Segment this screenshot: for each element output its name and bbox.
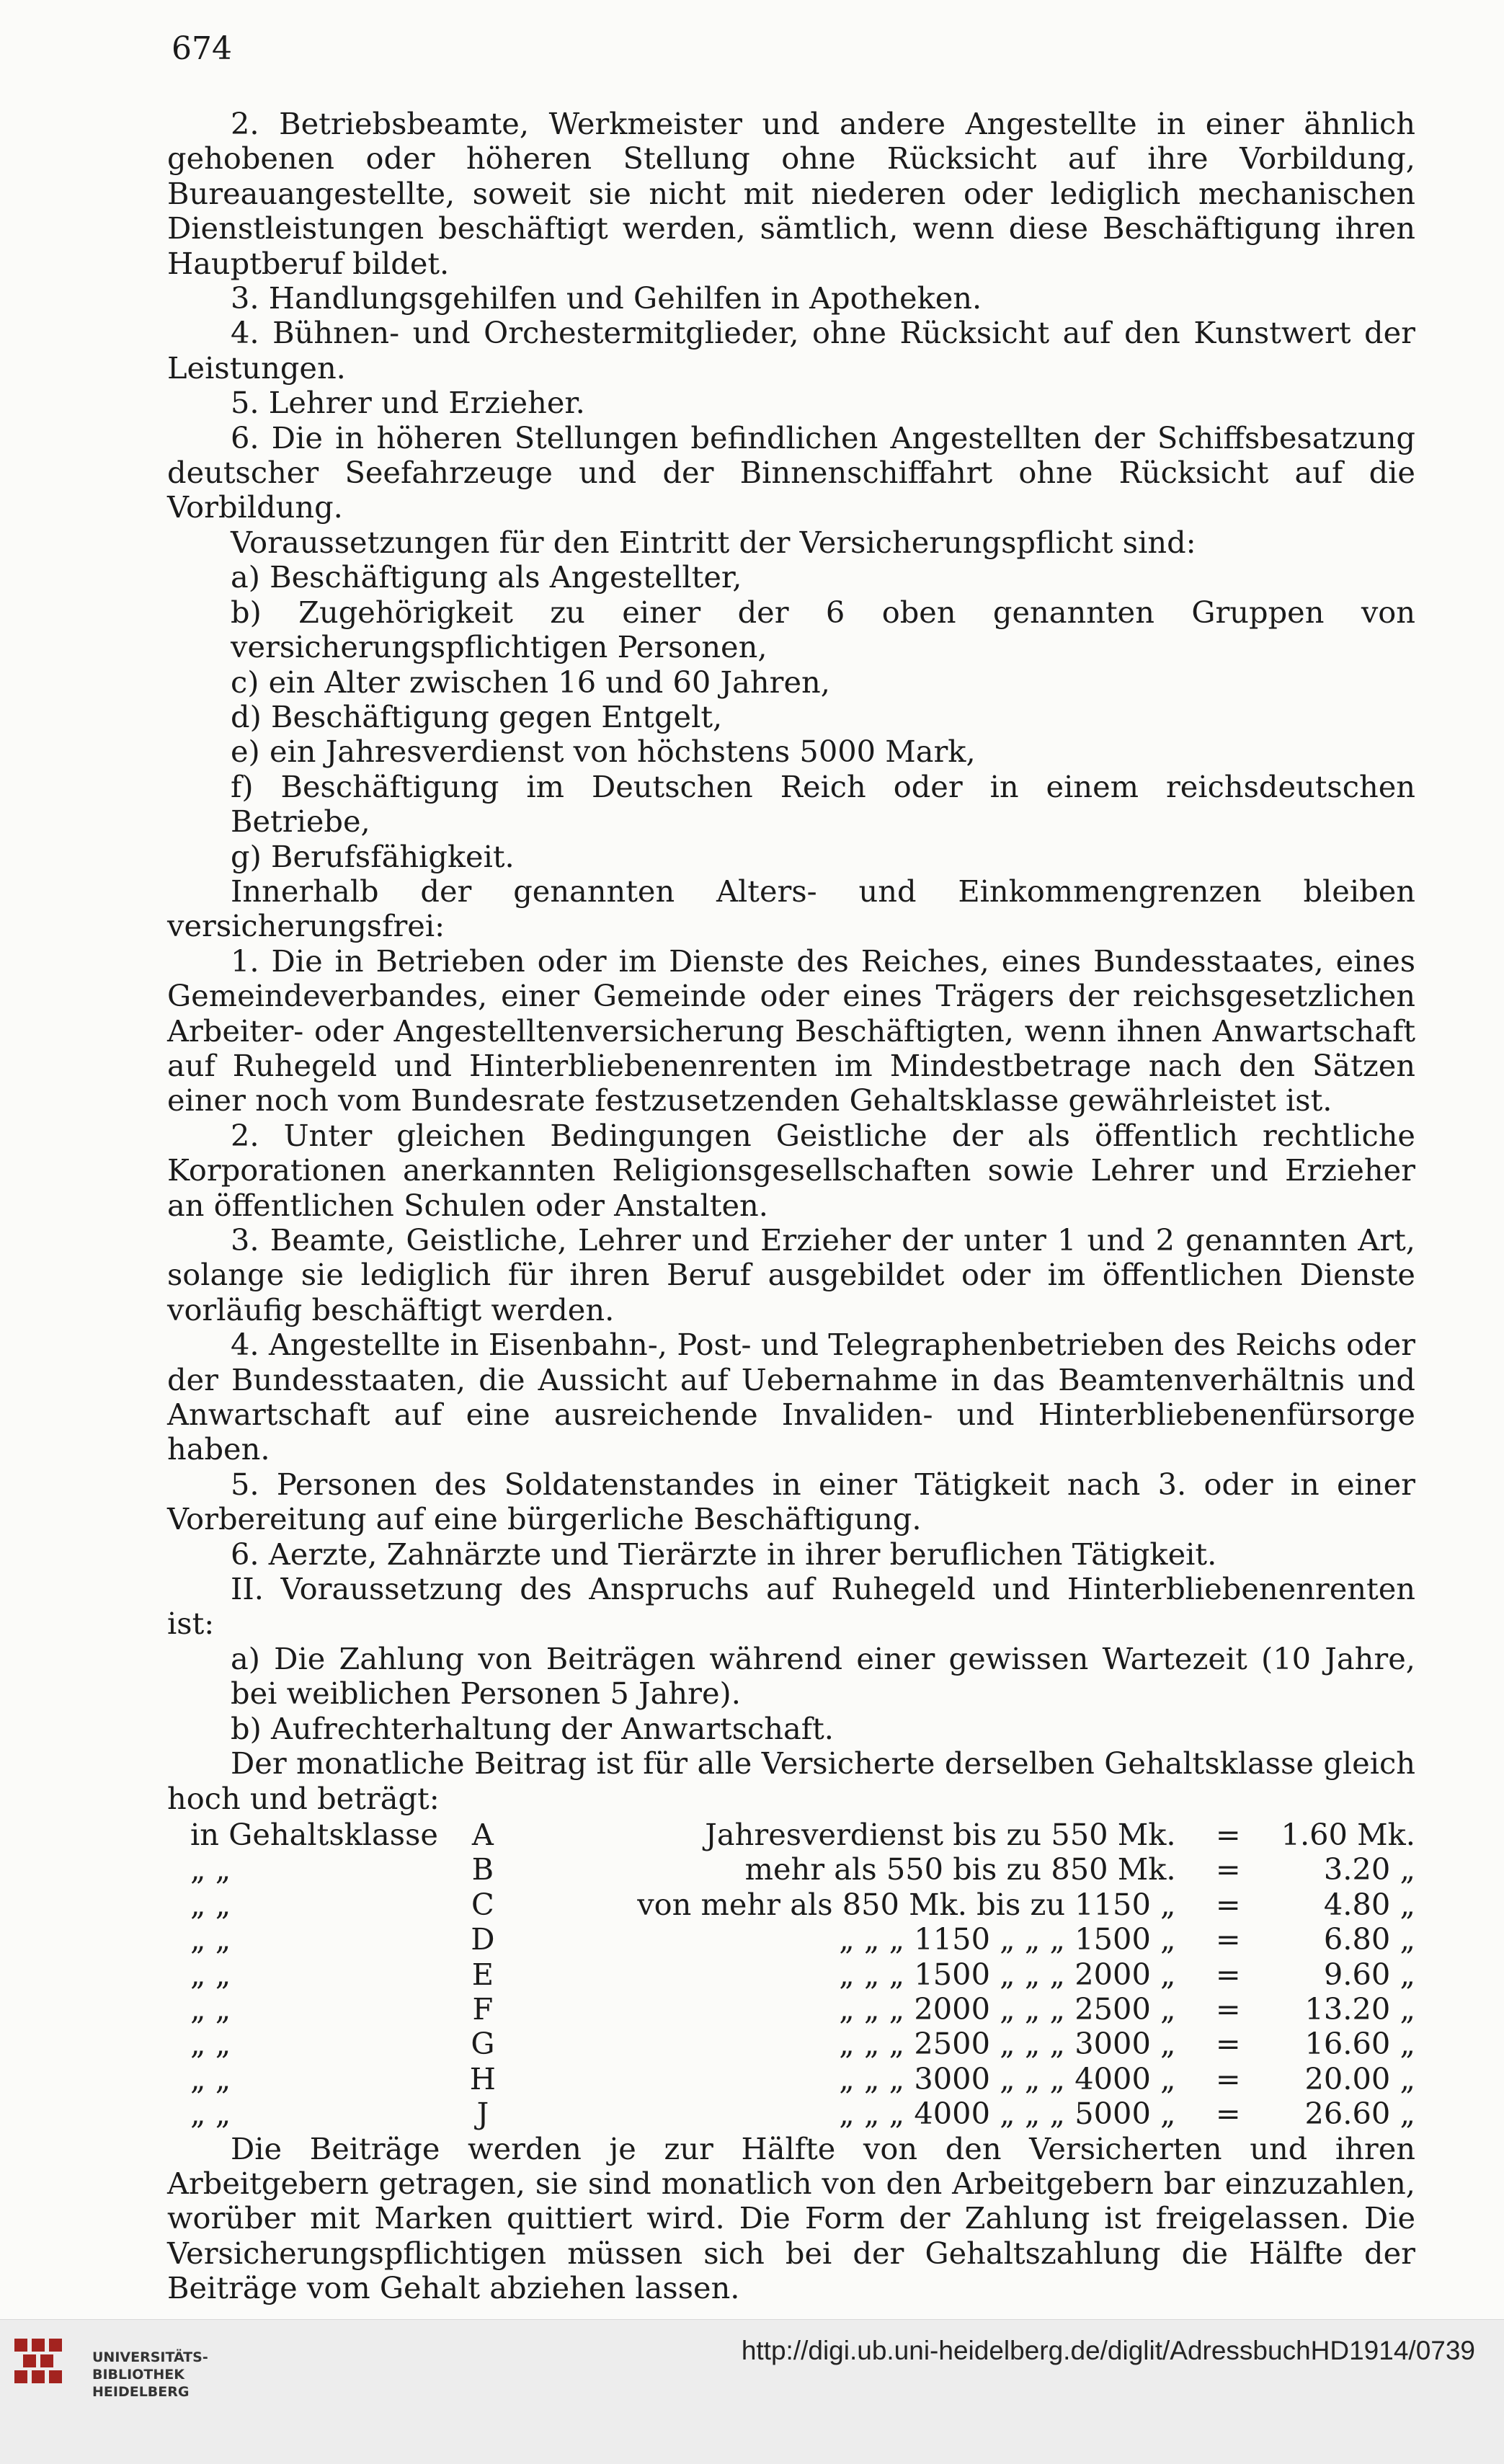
list-item: f) Beschäftigung im Deutschen Reich oder in einem reichsdeutschen Betriebe, xyxy=(231,768,1415,840)
rate-income-range: von mehr als 850 Mk. bis zu 1150 „ xyxy=(637,1886,1176,1922)
rate-class-letter: C xyxy=(471,1886,494,1922)
table-row xyxy=(190,1887,1415,1922)
list-item: d) Beschäftigung gegen Entgelt, xyxy=(231,698,723,734)
rate-class-letter: A xyxy=(471,1816,494,1852)
table-row xyxy=(190,2027,1415,2061)
rate-amount: 4.80 „ xyxy=(1323,1886,1415,1922)
table-row xyxy=(190,1922,1415,1957)
rate-class-letter: J xyxy=(476,2096,489,2132)
section-ii-heading: II. Voraussetzung des Anspruchs auf Ruhegeld und Hinterbliebenenrenten ist: xyxy=(167,1571,1415,1642)
permalink-url[interactable]: http://digi.ub.uni-heidelberg.de/diglit/AdressbuchHD1914/0739 xyxy=(741,2336,1475,2365)
rate-class-label: „ „ xyxy=(190,2026,231,2062)
rate-class-letter: H xyxy=(469,2060,496,2096)
table-row xyxy=(190,1992,1415,2027)
list-item: b) Zugehörigkeit zu einer der 6 oben genannten Gruppen von versicherungspflichtigen Personen, xyxy=(231,594,1415,665)
page-body xyxy=(167,107,1415,2306)
rate-income-range: mehr als 550 bis zu 850 Mk. xyxy=(744,1851,1176,1887)
rate-equals: = xyxy=(1215,1886,1241,1922)
rate-class-label: „ „ xyxy=(190,1921,231,1957)
table-row xyxy=(190,1818,1415,1852)
rate-amount: 13.20 „ xyxy=(1304,1991,1415,2027)
rate-class-letter: E xyxy=(471,1956,494,1992)
list-item: a) Beschäftigung als Angestellter, xyxy=(231,559,742,595)
contribution-rate-table xyxy=(190,1818,1415,2132)
table-row xyxy=(190,2062,1415,2096)
rate-amount: 3.20 „ xyxy=(1323,1851,1415,1887)
paragraph-item-4: 4. Bühnen- und Orchestermitglieder, ohne Rücksicht auf den Kunstwert der Leistungen. xyxy=(167,315,1415,386)
footer-bar xyxy=(0,2319,1504,2464)
rate-income-range: „ „ „ 1150 „ „ „ 1500 „ xyxy=(839,1921,1176,1957)
rate-class-label: „ „ xyxy=(190,1851,231,1887)
rate-class-label: „ „ xyxy=(190,1956,231,1992)
rate-income-range: Jahresverdienst bis zu 550 Mk. xyxy=(705,1816,1176,1852)
closing-paragraph: Die Beiträge werden je zur Hälfte von den Versicherten und ihren Arbeitgebern getragen, sie sind monatlich von den Arbeitgebern bar einzuzahlen, worüber mit Marken quittiert wird. Die Form der Zahlung ist freigelassen. Die Versicherungspflichtigen müssen sich bei der Gehaltszahlung die Hälfte der Beiträge vom Gehalt abziehen lassen. xyxy=(167,2130,1415,2306)
list-item: 2. Unter gleichen Bedingungen Geistliche der als öffentlich rechtliche Korporationen anerkannten Religionsgesellschaften sowie Lehrer und Erzieher an öffentlichen Schulen oder Anstalten. xyxy=(167,1117,1415,1223)
rate-class-label: „ „ xyxy=(190,2096,231,2132)
library-logo-text: UNIVERSITÄTS- BIBLIOTHEK HEIDELBERG xyxy=(92,2349,208,2400)
list-item: 4. Angestellte in Eisenbahn-, Post- und Telegraphenbetrieben des Reichs oder der Bundesstaaten, die Aussicht auf Uebernahme in das Beamtenverhältnis und Anwartschaft auf eine ausreichende Invaliden- und Hinterbliebenenfürsorge haben. xyxy=(167,1327,1415,1467)
paragraph-item-2: 2. Betriebsbeamte, Werkmeister und andere Angestellte in einer ähnlich gehobenen oder höheren Stellung ohne Rücksicht auf ihre Vorbildung, Bureauangestellte, soweit sie nicht mit niederen oder lediglich mechanischen Dienstleistungen beschäftigt werden, sämtlich, wenn diese Beschäftigung ihren Hauptberuf bildet. xyxy=(167,106,1415,281)
rate-equals: = xyxy=(1215,1921,1241,1957)
rate-equals: = xyxy=(1215,1816,1241,1852)
rate-class-label: „ „ xyxy=(190,2060,231,2096)
page-number: 674 xyxy=(172,30,232,67)
rate-income-range: „ „ „ 1500 „ „ „ 2000 „ xyxy=(839,1956,1176,1992)
list-item: g) Berufsfähigkeit. xyxy=(231,838,515,874)
list-item: c) ein Alter zwischen 16 und 60 Jahren, xyxy=(231,664,830,700)
rate-class-label: „ „ xyxy=(190,1991,231,2027)
list-item: 5. Personen des Soldatenstandes in einer Tätigkeit nach 3. oder in einer Vorbereitung auf eine bürgerliche Beschäftigung. xyxy=(167,1466,1415,1537)
list-item: 6. Aerzte, Zahnärzte und Tierärzte in ihrer beruflichen Tätigkeit. xyxy=(231,1536,1217,1572)
rate-amount: 9.60 „ xyxy=(1323,1956,1415,1992)
list-item: e) ein Jahresverdienst von höchstens 5000 Mark, xyxy=(231,734,976,770)
rate-income-range: „ „ „ 2000 „ „ „ 2500 „ xyxy=(839,1991,1176,2027)
table-row xyxy=(190,1852,1415,1887)
rate-amount: 1.60 Mk. xyxy=(1281,1816,1415,1852)
rate-equals: = xyxy=(1215,1851,1241,1887)
rate-class-label: „ „ xyxy=(190,1886,231,1922)
rate-income-range: „ „ „ 2500 „ „ „ 3000 „ xyxy=(839,2026,1176,2062)
library-seal-icon xyxy=(7,2333,79,2399)
list-item: b) Aufrechterhaltung der Anwartschaft. xyxy=(231,1710,834,1746)
rate-class-label: in Gehaltsklasse xyxy=(190,1816,438,1852)
rate-equals: = xyxy=(1215,1956,1241,1992)
beitrag-intro: Der monatliche Beitrag ist für alle Versicherte derselben Gehaltsklasse gleich hoch und beträgt: xyxy=(167,1745,1415,1816)
list-item: 3. Beamte, Geistliche, Lehrer und Erzieher der unter 1 und 2 genannten Art, solange sie lediglich für ihren Beruf ausgebildet oder im öffentlichen Dienste vorläufig beschäftigt werden. xyxy=(167,1222,1415,1327)
library-logo[interactable] xyxy=(7,2333,208,2400)
rate-class-letter: D xyxy=(471,1921,495,1957)
voraussetzungen-heading: Voraussetzungen für den Eintritt der Versicherungspflicht sind: xyxy=(231,524,1196,560)
rate-amount: 16.60 „ xyxy=(1304,2026,1415,2062)
rate-class-letter: B xyxy=(471,1851,494,1887)
rate-equals: = xyxy=(1215,2026,1241,2062)
rate-amount: 26.60 „ xyxy=(1304,2096,1415,2132)
rate-amount: 6.80 „ xyxy=(1323,1921,1415,1957)
rate-equals: = xyxy=(1215,1991,1241,2027)
table-row xyxy=(190,1957,1415,1992)
list-item: a) Die Zahlung von Beiträgen während einer gewissen Wartezeit (10 Jahre, bei weiblichen Personen 5 Jahre). xyxy=(231,1640,1415,1712)
list-item: 1. Die in Betrieben oder im Dienste des Reiches, eines Bundesstaates, eines Gemeindeverbandes, einer Gemeinde oder eines Trägers der reichsgesetzlichen Arbeiter- oder Angestelltenversicherung Beschäftigten, wenn ihnen Anwartschaft auf Ruhegeld und Hinterbliebenenrenten im Mindestbetrage nach den Sätzen einer noch vom Bundesrate festzusetzenden Gehaltsklasse gewährleistet ist. xyxy=(167,943,1415,1118)
rate-income-range: „ „ „ 4000 „ „ „ 5000 „ xyxy=(839,2096,1176,2132)
rate-income-range: „ „ „ 3000 „ „ „ 4000 „ xyxy=(839,2060,1176,2096)
versicherungsfrei-heading: Innerhalb der genannten Alters- und Einkommengrenzen bleiben versicherungsfrei: xyxy=(167,873,1415,944)
table-row xyxy=(190,2096,1415,2131)
rate-equals: = xyxy=(1215,2060,1241,2096)
paragraph-item-3: 3. Handlungsgehilfen und Gehilfen in Apotheken. xyxy=(231,280,982,316)
rate-class-letter: G xyxy=(471,2026,495,2062)
rate-equals: = xyxy=(1215,2096,1241,2132)
paragraph-item-5: 5. Lehrer und Erzieher. xyxy=(231,385,585,421)
paragraph-item-6: 6. Die in höheren Stellungen befindlichen Angestellten der Schiffsbesatzung deutscher Seefahrzeuge und der Binnenschiffahrt ohne Rücksicht auf die Vorbildung. xyxy=(167,419,1415,525)
rate-class-letter: F xyxy=(472,1991,494,2027)
rate-amount: 20.00 „ xyxy=(1304,2060,1415,2096)
